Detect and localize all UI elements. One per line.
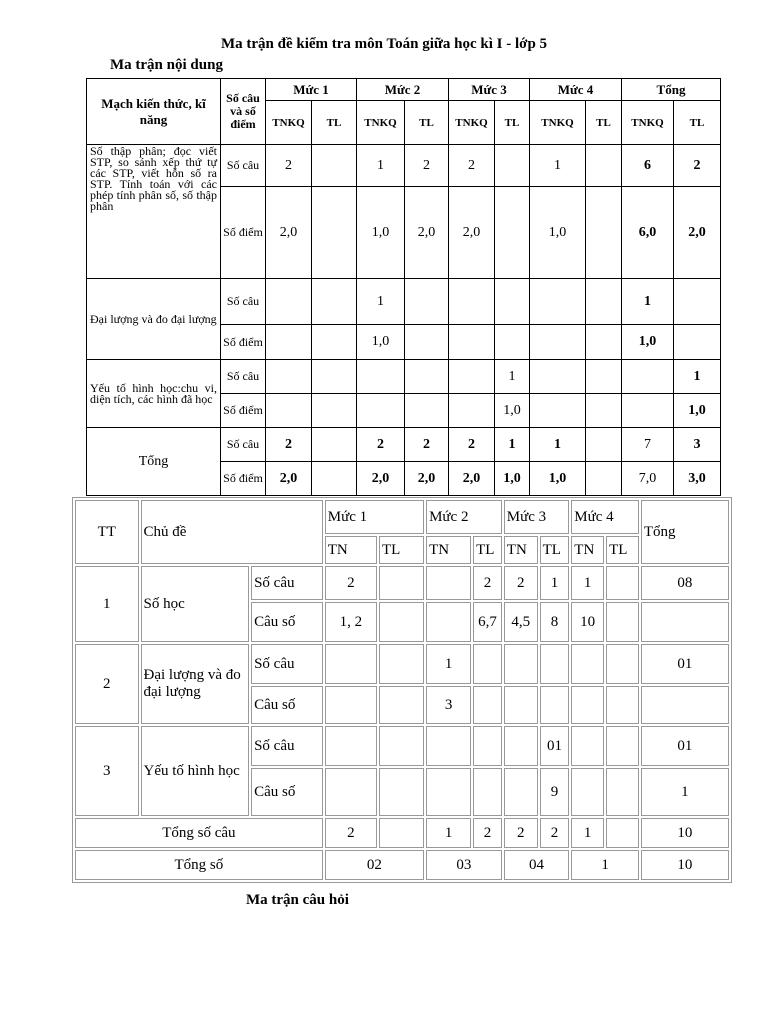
cell <box>606 566 639 600</box>
header-tn: TN <box>325 536 377 564</box>
row-type-cau-so: Câu số <box>251 768 323 816</box>
cell <box>405 360 449 394</box>
cell <box>266 360 312 394</box>
cell <box>379 726 424 766</box>
row-type-cau-so: Câu số <box>251 686 323 724</box>
header-topic: Chủ đề <box>141 500 323 564</box>
cell <box>530 325 586 360</box>
cell-total: 2 <box>357 428 405 462</box>
cell <box>405 394 449 428</box>
cell <box>266 279 312 325</box>
header-tl: TL <box>405 101 449 145</box>
cell <box>606 686 639 724</box>
cell <box>357 394 405 428</box>
header-tl: TL <box>312 101 357 145</box>
cell-total: 2,0 <box>674 187 721 279</box>
header-level-1: Mức 1 <box>266 79 357 101</box>
cell-total: 10 <box>641 818 729 848</box>
cell <box>530 394 586 428</box>
cell-total <box>674 279 721 325</box>
cell: 2 <box>504 566 538 600</box>
cell-total: 7,0 <box>622 462 674 496</box>
cell: 01 <box>540 726 570 766</box>
cell <box>473 686 502 724</box>
cell: 8 <box>540 602 570 642</box>
cell <box>586 394 622 428</box>
row-type-so-cau: Số câu <box>221 360 266 394</box>
cell <box>449 279 495 325</box>
cell: 1 <box>495 360 530 394</box>
cell <box>606 726 639 766</box>
header-level-4: Mức 4 <box>530 79 622 101</box>
cell <box>379 566 424 600</box>
cell-total: 04 <box>504 850 570 880</box>
header-tl: TL <box>606 536 639 564</box>
cell-total: 2 <box>504 818 538 848</box>
row-type-so-cau: Số câu <box>221 428 266 462</box>
cell-total: 2 <box>674 145 721 187</box>
topic-geometry: Yếu tố hình học:chu vi, diện tích, các hình đã học <box>87 360 221 428</box>
cell: 1,0 <box>357 325 405 360</box>
content-matrix-table <box>86 78 721 496</box>
cell-total: 1,0 <box>530 462 586 496</box>
cell <box>379 644 424 684</box>
cell <box>266 325 312 360</box>
cell-total: 2 <box>266 428 312 462</box>
cell <box>473 726 502 766</box>
cell-total <box>312 428 357 462</box>
cell: 1,0 <box>530 187 586 279</box>
cell-total <box>641 602 729 642</box>
header-tl: TL <box>379 536 424 564</box>
header-tnkq: TNKQ <box>357 101 405 145</box>
cell-total: 1 <box>571 818 604 848</box>
cell <box>312 394 357 428</box>
cell <box>325 686 377 724</box>
header-tl: TL <box>586 101 622 145</box>
cell-total: 2,0 <box>357 462 405 496</box>
cell <box>571 644 604 684</box>
header-type: Số câu và số điểm <box>221 79 266 145</box>
cell-total <box>674 325 721 360</box>
cell <box>473 768 502 816</box>
cell <box>312 325 357 360</box>
cell <box>586 279 622 325</box>
cell <box>312 187 357 279</box>
cell-total: 1,0 <box>495 462 530 496</box>
cell-total: 2 <box>325 818 377 848</box>
topic-name: Đại lượng và đo đại lượng <box>141 644 250 724</box>
cell <box>571 726 604 766</box>
section-heading-question-matrix: Ma trận câu hỏi <box>246 892 349 908</box>
header-tnkq: TNKQ <box>622 101 674 145</box>
cell-total: 3,0 <box>674 462 721 496</box>
cell: 1 <box>530 145 586 187</box>
cell: 1 <box>357 145 405 187</box>
section-heading-content-matrix: Ma trận nội dung <box>110 57 223 73</box>
cell <box>530 279 586 325</box>
cell <box>405 325 449 360</box>
row-type-so-cau: Số câu <box>221 279 266 325</box>
cell <box>325 644 377 684</box>
header-tn: TN <box>504 536 538 564</box>
cell-total: 2,0 <box>266 462 312 496</box>
cell-total: 3 <box>674 428 721 462</box>
cell-total: 1 <box>571 850 639 880</box>
header-tn: TN <box>571 536 604 564</box>
cell-total: 2,0 <box>449 462 495 496</box>
header-tl: TL <box>473 536 502 564</box>
cell-total <box>606 818 639 848</box>
cell: 2 <box>449 145 495 187</box>
cell-total: 10 <box>641 850 729 880</box>
cell <box>606 768 639 816</box>
cell-total: 1 <box>495 428 530 462</box>
cell <box>504 768 538 816</box>
row-type-so-cau: Số câu <box>251 566 323 600</box>
cell <box>405 279 449 325</box>
cell: 1,0 <box>357 187 405 279</box>
topic-number: 1 <box>75 566 139 642</box>
cell <box>495 145 530 187</box>
cell <box>495 279 530 325</box>
cell-total: 7 <box>622 428 674 462</box>
topic-name: Số học <box>141 566 250 642</box>
cell: 2,0 <box>449 187 495 279</box>
cell: 2 <box>473 566 502 600</box>
header-tnkq: TNKQ <box>530 101 586 145</box>
cell <box>540 644 570 684</box>
cell <box>586 360 622 394</box>
header-tnkq: TNKQ <box>266 101 312 145</box>
cell-total: 6 <box>622 145 674 187</box>
total-label: Tổng số <box>75 850 323 880</box>
cell <box>571 768 604 816</box>
cell <box>426 726 471 766</box>
header-tl: TL <box>674 101 721 145</box>
cell-total <box>622 394 674 428</box>
header-tnkq: TNKQ <box>449 101 495 145</box>
cell-total <box>379 818 424 848</box>
cell: 6,7 <box>473 602 502 642</box>
header-level-2: Mức 2 <box>357 79 449 101</box>
header-total: Tổng <box>622 79 721 101</box>
row-type-so-cau: Số câu <box>251 644 323 684</box>
cell <box>379 768 424 816</box>
cell <box>540 686 570 724</box>
cell <box>266 394 312 428</box>
cell: 10 <box>571 602 604 642</box>
row-type-so-diem: Số điểm <box>221 394 266 428</box>
cell <box>426 768 471 816</box>
cell: 1 <box>571 566 604 600</box>
cell <box>379 686 424 724</box>
cell: 3 <box>426 686 471 724</box>
cell: 9 <box>540 768 570 816</box>
cell-total: 01 <box>641 726 729 766</box>
cell <box>325 768 377 816</box>
topic-decimals: Số thập phân; đọc viết STP, so sánh xếp thứ tự các STP, viết hỗn số ra STP. Tính toán với các phép tính phân số, số thập phân <box>87 145 221 279</box>
cell-total: 08 <box>641 566 729 600</box>
topic-name: Yếu tố hình học <box>141 726 250 816</box>
total-label: Tổng <box>87 428 221 496</box>
row-type-so-diem: Số điểm <box>221 462 266 496</box>
cell-total <box>312 462 357 496</box>
cell: 4,5 <box>504 602 538 642</box>
header-total: Tổng <box>641 500 729 564</box>
row-type-so-cau: Số câu <box>221 145 266 187</box>
cell-total: 2 <box>473 818 502 848</box>
cell: 2 <box>266 145 312 187</box>
cell-total <box>622 360 674 394</box>
header-level-4: Mức 4 <box>571 500 639 534</box>
cell: 1 <box>357 279 405 325</box>
cell-total: 1,0 <box>674 394 721 428</box>
cell <box>312 145 357 187</box>
cell <box>426 566 471 600</box>
topic-measurement: Đại lượng và đo đại lượng <box>87 279 221 360</box>
cell <box>586 187 622 279</box>
row-type-so-diem: Số điểm <box>221 325 266 360</box>
cell <box>357 360 405 394</box>
cell: 2 <box>325 566 377 600</box>
cell: 2,0 <box>266 187 312 279</box>
cell-total: 1 <box>622 279 674 325</box>
header-level-2: Mức 2 <box>426 500 502 534</box>
cell: 2 <box>405 145 449 187</box>
header-topic: Mạch kiến thức, kĩ năng <box>87 79 221 145</box>
cell-total: 2 <box>405 428 449 462</box>
cell-total: 2 <box>449 428 495 462</box>
cell <box>473 644 502 684</box>
cell <box>312 360 357 394</box>
cell-total: 03 <box>426 850 502 880</box>
cell: 1 <box>540 566 570 600</box>
cell: 1,0 <box>495 394 530 428</box>
cell <box>495 187 530 279</box>
cell <box>504 686 538 724</box>
cell <box>426 602 471 642</box>
cell-total <box>586 428 622 462</box>
cell-total: 02 <box>325 850 424 880</box>
topic-number: 3 <box>75 726 139 816</box>
cell <box>495 325 530 360</box>
header-tn: TN <box>426 536 471 564</box>
cell-total: 1 <box>641 768 729 816</box>
cell <box>504 726 538 766</box>
cell <box>325 726 377 766</box>
header-tt: TT <box>75 500 139 564</box>
row-type-cau-so: Câu số <box>251 602 323 642</box>
row-type-so-cau: Số câu <box>251 726 323 766</box>
cell: 1, 2 <box>325 602 377 642</box>
cell-total: 1,0 <box>622 325 674 360</box>
total-questions-label: Tổng số câu <box>75 818 323 848</box>
cell <box>449 394 495 428</box>
question-matrix-table <box>72 497 732 883</box>
cell: 2,0 <box>405 187 449 279</box>
cell <box>504 644 538 684</box>
cell <box>586 145 622 187</box>
cell <box>586 325 622 360</box>
header-level-3: Mức 3 <box>504 500 570 534</box>
cell <box>530 360 586 394</box>
header-level-3: Mức 3 <box>449 79 530 101</box>
header-level-1: Mức 1 <box>325 500 424 534</box>
cell-total: 1 <box>674 360 721 394</box>
cell <box>449 360 495 394</box>
header-tl: TL <box>495 101 530 145</box>
topic-number: 2 <box>75 644 139 724</box>
cell <box>606 644 639 684</box>
cell-total: 2,0 <box>405 462 449 496</box>
cell-total <box>641 686 729 724</box>
cell-total: 6,0 <box>622 187 674 279</box>
cell <box>449 325 495 360</box>
cell-total <box>586 462 622 496</box>
cell <box>571 686 604 724</box>
document-title: Ma trận đề kiểm tra môn Toán giữa học kì I - lớp 5 <box>220 36 548 52</box>
header-tl: TL <box>540 536 570 564</box>
cell <box>606 602 639 642</box>
cell-total: 01 <box>641 644 729 684</box>
cell-total: 1 <box>426 818 471 848</box>
cell: 1 <box>426 644 471 684</box>
row-type-so-diem: Số điểm <box>221 187 266 279</box>
cell-total: 1 <box>530 428 586 462</box>
cell-total: 2 <box>540 818 570 848</box>
cell <box>312 279 357 325</box>
cell <box>379 602 424 642</box>
